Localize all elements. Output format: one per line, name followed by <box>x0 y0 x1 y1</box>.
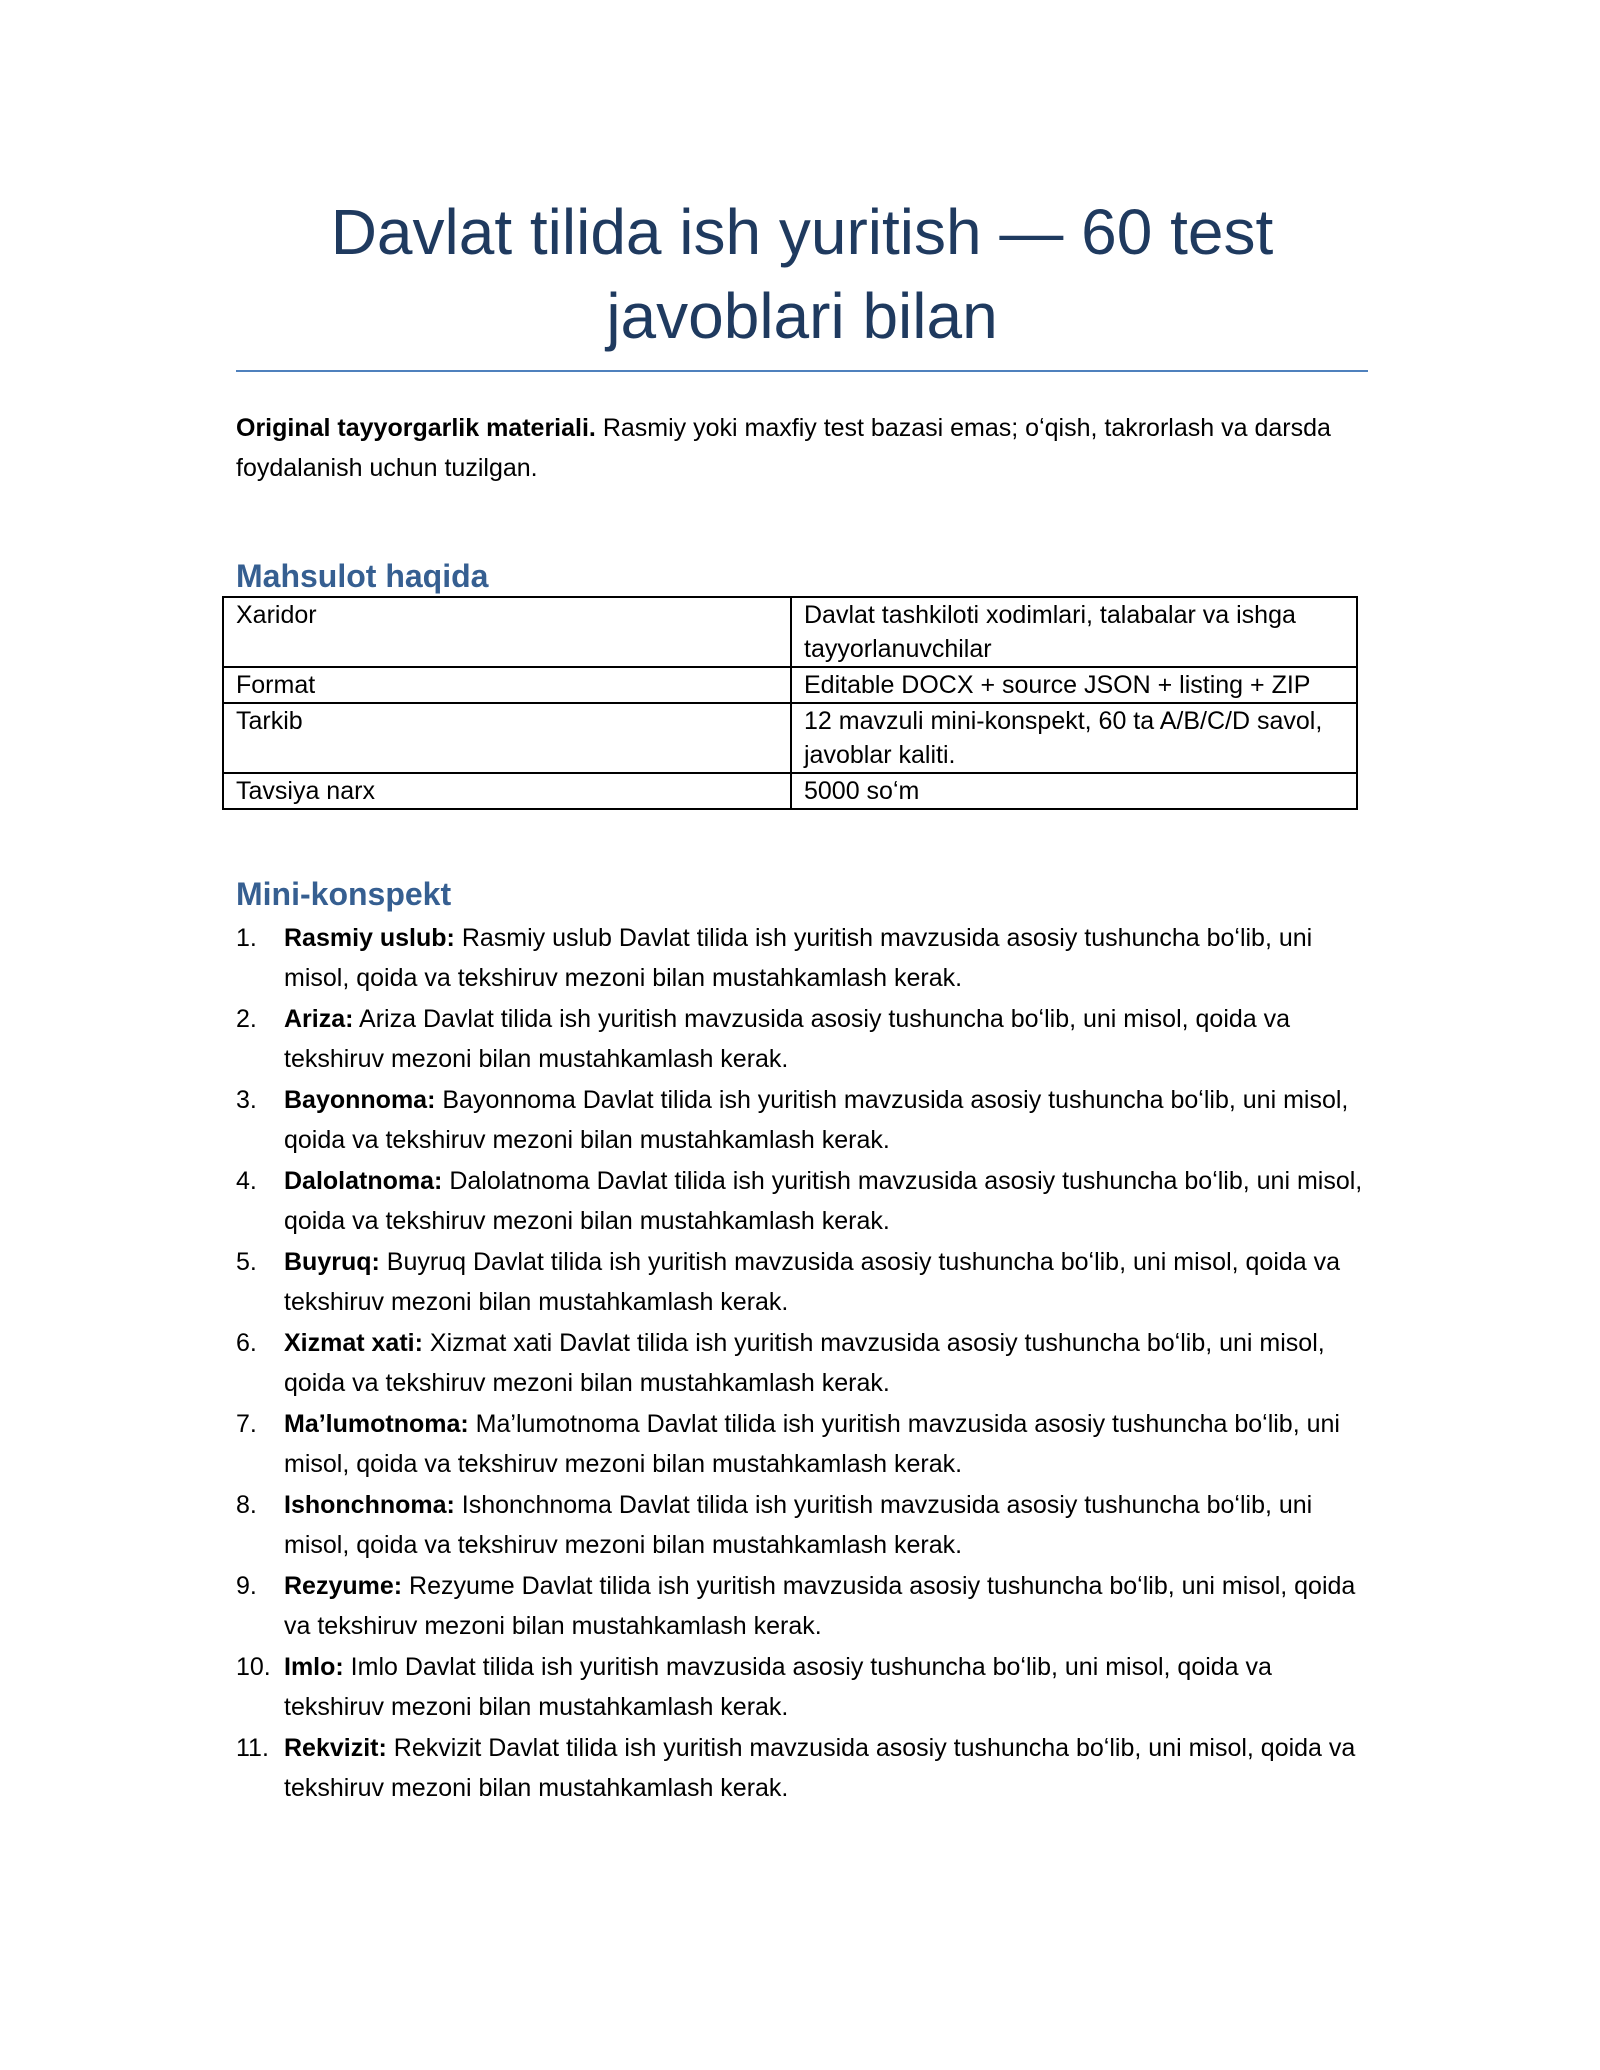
list-item <box>236 999 1368 1079</box>
list-item-number: 5. <box>236 1248 257 1276</box>
table-cell-key: Format <box>223 667 791 703</box>
list-item-text: Imlo Davlat tilida ish yuritish mavzusida asosiy tushuncha boʻlib, uni misol, qoida va tekshiruv mezoni bilan mustahkamlash kerak. <box>284 1653 1272 1721</box>
table-cell-key: Xaridor <box>223 597 791 667</box>
table-cell-key: Tarkib <box>223 703 791 773</box>
mini-konspekt-heading: Mini-konspekt <box>236 876 452 912</box>
product-heading: Mahsulot haqida <box>236 558 489 594</box>
table-cell-value: Editable DOCX + source JSON + listing + ZIP <box>791 667 1357 703</box>
list-item-term: Buyruq: <box>284 1248 380 1276</box>
list-item-text: Bayonnoma Davlat tilida ish yuritish mavzusida asosiy tushuncha boʻlib, uni misol, qoida va tekshiruv mezoni bilan mustahkamlash kerak. <box>284 1086 1349 1154</box>
list-item-term: Xizmat xati: <box>284 1329 423 1357</box>
table-cell-value: 5000 soʻm <box>791 773 1357 809</box>
table-cell-key: Tavsiya narx <box>223 773 791 809</box>
title-divider <box>236 370 1368 372</box>
intro-text: Rasmiy yoki maxfiy test bazasi emas; oʻqish, takrorlash va darsda foydalanish uchun tuzilgan. <box>236 414 1331 482</box>
table-cell-value: Davlat tashkiloti xodimlari, talabalar va ishga tayyorlanuvchilar <box>791 597 1357 667</box>
list-item-text: Xizmat xati Davlat tilida ish yuritish mavzusida asosiy tushuncha boʻlib, uni misol, qoida va tekshiruv mezoni bilan mustahkamlash kerak. <box>284 1329 1325 1397</box>
list-item-text: Ma’lumotnoma Davlat tilida ish yuritish mavzusida asosiy tushuncha boʻlib, uni misol, qoida va tekshiruv mezoni bilan mustahkamlash kerak. <box>284 1410 1340 1478</box>
list-item-number: 10. <box>236 1653 271 1681</box>
list-item-text: Rezyume Davlat tilida ish yuritish mavzusida asosiy tushuncha boʻlib, uni misol, qoida va tekshiruv mezoni bilan mustahkamlash kerak. <box>284 1572 1356 1640</box>
list-item-number: 3. <box>236 1086 257 1114</box>
list-item-term: Bayonnoma: <box>284 1086 436 1114</box>
list-item-text: Ishonchnoma Davlat tilida ish yuritish mavzusida asosiy tushuncha boʻlib, uni misol, qoida va tekshiruv mezoni bilan mustahkamlash kerak. <box>284 1491 1313 1559</box>
list-item-text: Dalolatnoma Davlat tilida ish yuritish mavzusida asosiy tushuncha boʻlib, uni misol, qoida va tekshiruv mezoni bilan mustahkamlash kerak. <box>284 1167 1363 1235</box>
list-item-number: 4. <box>236 1167 257 1195</box>
list-item <box>236 1323 1368 1403</box>
table-row <box>223 773 1357 809</box>
list-item <box>236 918 1368 998</box>
list-item-number: 2. <box>236 1005 257 1033</box>
table-cell-value: 12 mavzuli mini-konspekt, 60 ta A/B/C/D savol, javoblar kaliti. <box>791 703 1357 773</box>
list-item-text: Rasmiy uslub Davlat tilida ish yuritish mavzusida asosiy tushuncha boʻlib, uni misol, qoida va tekshiruv mezoni bilan mustahkamlash kerak. <box>284 924 1313 992</box>
list-item-term: Rasmiy uslub: <box>284 924 455 952</box>
intro-bold-label: Original tayyorgarlik materiali. <box>236 414 596 442</box>
list-item-number: 11. <box>236 1734 269 1762</box>
list-item-number: 1. <box>236 924 257 952</box>
list-item <box>236 1485 1368 1565</box>
list-item <box>236 1161 1368 1241</box>
list-item-number: 6. <box>236 1329 257 1357</box>
document-page <box>236 190 1368 1809</box>
list-item-term: Rezyume: <box>284 1572 403 1600</box>
list-item-number: 8. <box>236 1491 257 1519</box>
list-item-term: Imlo: <box>284 1653 344 1681</box>
list-item-term: Dalolatnoma: <box>284 1167 443 1195</box>
list-item <box>236 1647 1368 1727</box>
list-item <box>236 1242 1368 1322</box>
product-table <box>222 596 1358 810</box>
list-item <box>236 1080 1368 1160</box>
list-item <box>236 1404 1368 1484</box>
list-item <box>236 1566 1368 1646</box>
list-item-term: Ishonchnoma: <box>284 1491 455 1519</box>
list-item-term: Ma’lumotnoma: <box>284 1410 469 1438</box>
list-item-term: Ariza: <box>284 1005 354 1033</box>
list-item-number: 9. <box>236 1572 257 1600</box>
list-item-term: Rekvizit: <box>284 1734 387 1762</box>
list-item <box>236 1728 1368 1808</box>
intro-paragraph <box>236 408 1368 488</box>
list-item-text: Ariza Davlat tilida ish yuritish mavzusida asosiy tushuncha boʻlib, uni misol, qoida va tekshiruv mezoni bilan mustahkamlash kerak. <box>284 1005 1291 1073</box>
table-row <box>223 597 1357 667</box>
document-title: Davlat tilida ish yuritish — 60 test javoblari bilan <box>330 196 1274 352</box>
table-row <box>223 667 1357 703</box>
list-item-text: Buyruq Davlat tilida ish yuritish mavzusida asosiy tushuncha boʻlib, uni misol, qoida va tekshiruv mezoni bilan mustahkamlash kerak. <box>284 1248 1341 1316</box>
mini-konspekt-list <box>236 918 1368 1808</box>
list-item-number: 7. <box>236 1410 257 1438</box>
table-row <box>223 703 1357 773</box>
list-item-text: Rekvizit Davlat tilida ish yuritish mavzusida asosiy tushuncha boʻlib, uni misol, qoida va tekshiruv mezoni bilan mustahkamlash kerak. <box>284 1734 1356 1802</box>
